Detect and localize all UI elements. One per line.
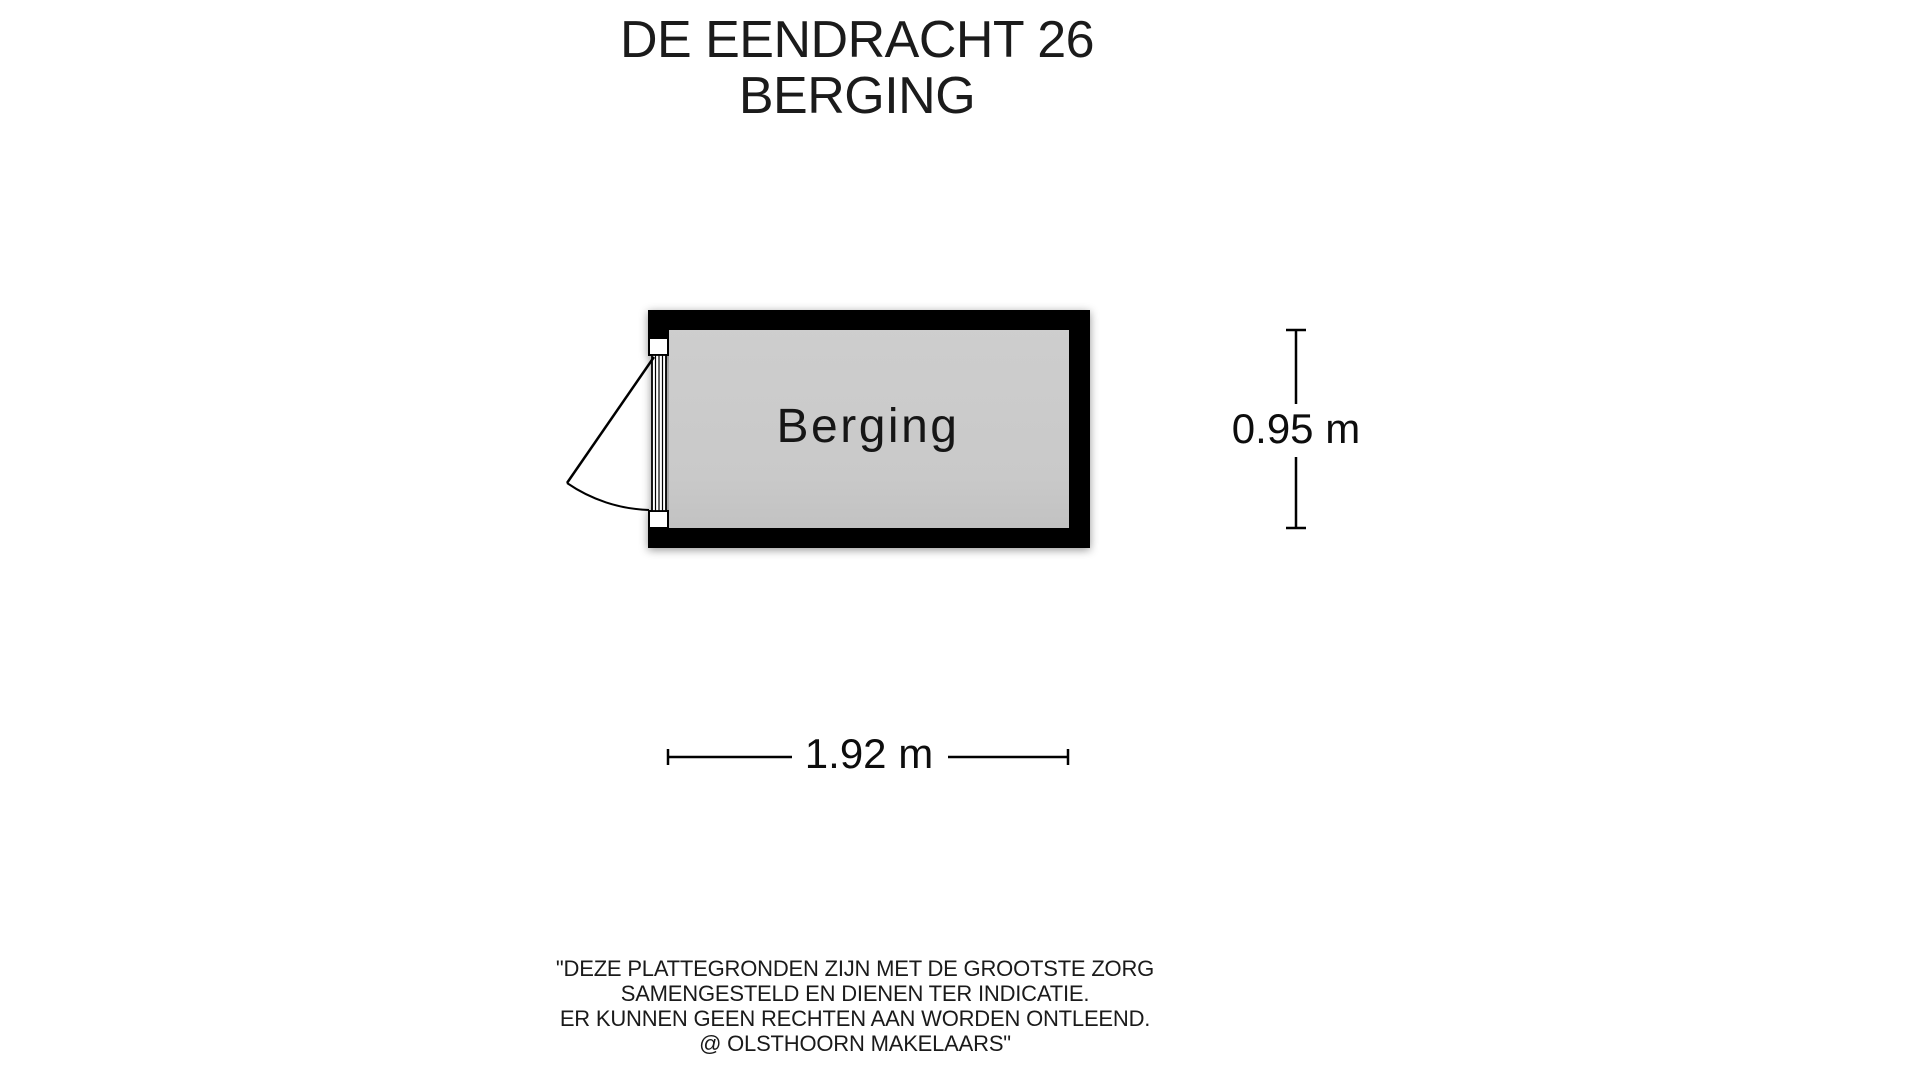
disclaimer-line2: SAMENGESTELD EN DIENEN TER INDICATIE. [620,981,1090,1006]
disclaimer-line4: @ OLSTHOORN MAKELAARS" [699,1031,1011,1056]
page-title-line2: BERGING [738,67,976,125]
wall-right [1069,310,1090,548]
wall-top [648,310,1090,330]
disclaimer-line1: "DEZE PLATTEGRONDEN ZIJN MET DE GROOTSTE ZORG [555,956,1155,981]
disclaimer [355,956,1355,1056]
wall-bottom [648,528,1090,548]
wall-left-stub [648,310,669,338]
height-dimension-label: 0.95 m [1231,405,1361,452]
door-swing-leaf [567,357,654,483]
page-title-line1: DE EENDRACHT 26 [619,11,1095,69]
disclaimer-line3: ER KUNNEN GEEN RECHTEN AAN WORDEN ONTLEEND. [559,1006,1151,1031]
door-frame-top [649,338,668,355]
door-swing [567,357,654,510]
door-leaf [652,355,666,511]
door-swing-arc [567,483,649,510]
room-label: Berging [776,400,960,453]
width-dimension-label: 1.92 m [804,730,934,777]
door-frame-bottom [649,511,668,528]
